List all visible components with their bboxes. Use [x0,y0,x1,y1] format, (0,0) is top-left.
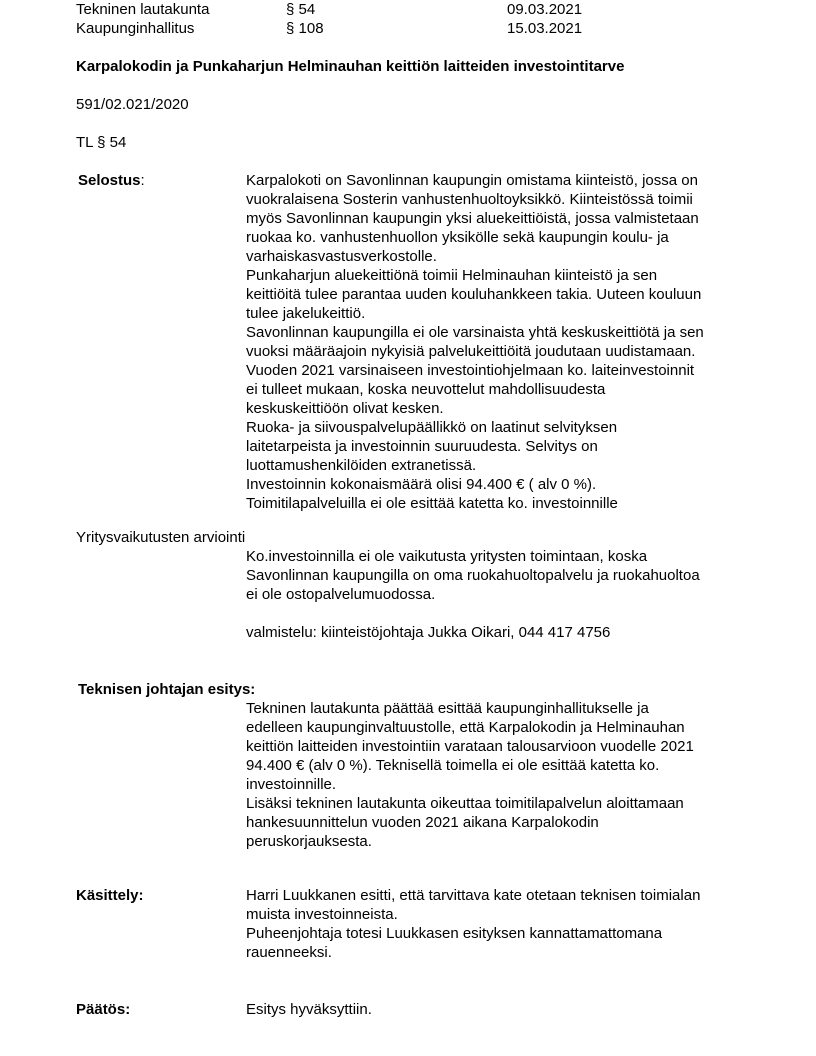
valmistelu-text [246,623,766,642]
meeting-body-2: Kaupunginhallitus [76,20,195,37]
meeting-body-1: Tekninen lautakunta [76,1,210,18]
esitys-line: peruskorjauksesta. [246,833,372,850]
meeting-section-1: § 54 [286,1,316,18]
meeting-date-2: 15.03.2021 [507,20,583,37]
selostus-line: myös Savonlinnan kaupungin yksi aluekeittiöistä, jossa valmistetaan [246,210,699,227]
selostus-line: tulee jakelukeittiö. [246,305,366,322]
esitys-line: investoinnille. [246,776,337,793]
esitys-label: Teknisen johtajan esitys: [78,681,256,698]
selostus-line: vuokralaisena Sosterin vanhustenhuoltoyksikkö. Kiinteistössä toimii [246,191,693,208]
selostus-line: Vuoden 2021 varsinaiseen investointiohjelmaan ko. laiteinvestoinnit [246,362,695,379]
kasittely-line: rauenneeksi. [246,944,332,961]
esitys-line: edelleen kaupunginvaltuustolle, että Karpalokodin ja Helminauhan [246,719,685,736]
selostus-line: keittiöitä tulee parantaa uuden kouluhankkeen takia. Uuteen kouluun [246,286,702,303]
selostus-text [246,171,766,513]
kasittely-text [246,886,766,962]
esitys-line: Tekninen lautakunta päättää esittää kaupunginhallitukselle ja [246,700,649,717]
yritysvaikutus-text [246,547,766,604]
valmistelu-line: valmistelu: kiinteistöjohtaja Jukka Oikari, 044 417 4756 [246,624,611,641]
yritysvaikutus-line: Savonlinnan kaupungilla on oma ruokahuoltopalvelu ja ruokahuoltoa [246,567,700,584]
selostus-line: ruokaa ko. vanhustenhuollon yksikölle sekä kaupungin koulu- ja [246,229,669,246]
paatos-label: Päätös: [76,1001,131,1018]
selostus-line: varhaiskasvastusverkostolle. [246,248,437,265]
esitys-line: 94.400 € (alv 0 %). Teknisellä toimella ei ole esittää katetta ko. [246,757,660,774]
record-number: 591/02.021/2020 [76,96,189,113]
selostus-label: Selostus [78,172,141,189]
esitys-text [246,699,766,851]
selostus-line: keskuskeittiöön olivat kesken. [246,400,444,417]
selostus-colon: : [140,172,145,189]
selostus-line: vuoksi määräajoin nykyisiä palvelukeittiöitä joudutaan uudistamaan. [246,343,696,360]
selostus-line: Punkaharjun aluekeittiönä toimii Helminauhan kiinteistö ja sen [246,267,658,284]
selostus-line: luottamushenkilöiden extranetissä. [246,457,477,474]
paatos-text [246,1000,766,1019]
kasittely-line: muista investoinneista. [246,906,398,923]
selostus-line: Investoinnin kokonaismäärä olisi 94.400 € ( alv 0 %). [246,476,597,493]
selostus-line: Savonlinnan kaupungilla ei ole varsinaista yhtä keskuskeittiötä ja sen [246,324,704,341]
selostus-line: Karpalokoti on Savonlinnan kaupungin omistama kiinteistö, jossa on [246,172,698,189]
selostus-line: Ruoka- ja siivouspalvelupäällikkö on laatinut selvityksen [246,419,618,436]
meeting-section-2: § 108 [286,20,324,37]
kasittely-label: Käsittely: [76,887,144,904]
selostus-label-wrap [78,171,145,190]
esitys-line: hankesuunnittelun vuoden 2021 aikana Karpalokodin [246,814,599,831]
selostus-line: Toimitilapalveluilla ei ole esittää katetta ko. investoinnille [246,495,618,512]
yritysvaikutus-label: Yritysvaikutusten arviointi [76,529,246,546]
document-title: Karpalokodin ja Punkaharjun Helminauhan keittiön laitteiden investointitarve [76,58,625,75]
esitys-line: Lisäksi tekninen lautakunta oikeuttaa toimitilapalvelun aloittamaan [246,795,684,812]
kasittely-line: Puheenjohtaja totesi Luukkasen esityksen kannattamattomana [246,925,663,942]
selostus-line: laitetarpeista ja investoinnin suuruudesta. Selvitys on [246,438,598,455]
section-reference: TL § 54 [76,134,127,151]
kasittely-line: Harri Luukkanen esitti, että tarvittava kate otetaan teknisen toimialan [246,887,701,904]
yritysvaikutus-line: Ko.investoinnilla ei ole vaikutusta yritysten toimintaan, koska [246,548,648,565]
paatos-line: Esitys hyväksyttiin. [246,1001,372,1018]
selostus-line: ei tulleet mukaan, koska neuvottelut mahdollisuudesta [246,381,606,398]
meeting-date-1: 09.03.2021 [507,1,583,18]
yritysvaikutus-line: ei ole ostopalvelumuodossa. [246,586,436,603]
esitys-line: keittiön laitteiden investointiin varataan talousarvioon vuodelle 2021 [246,738,694,755]
